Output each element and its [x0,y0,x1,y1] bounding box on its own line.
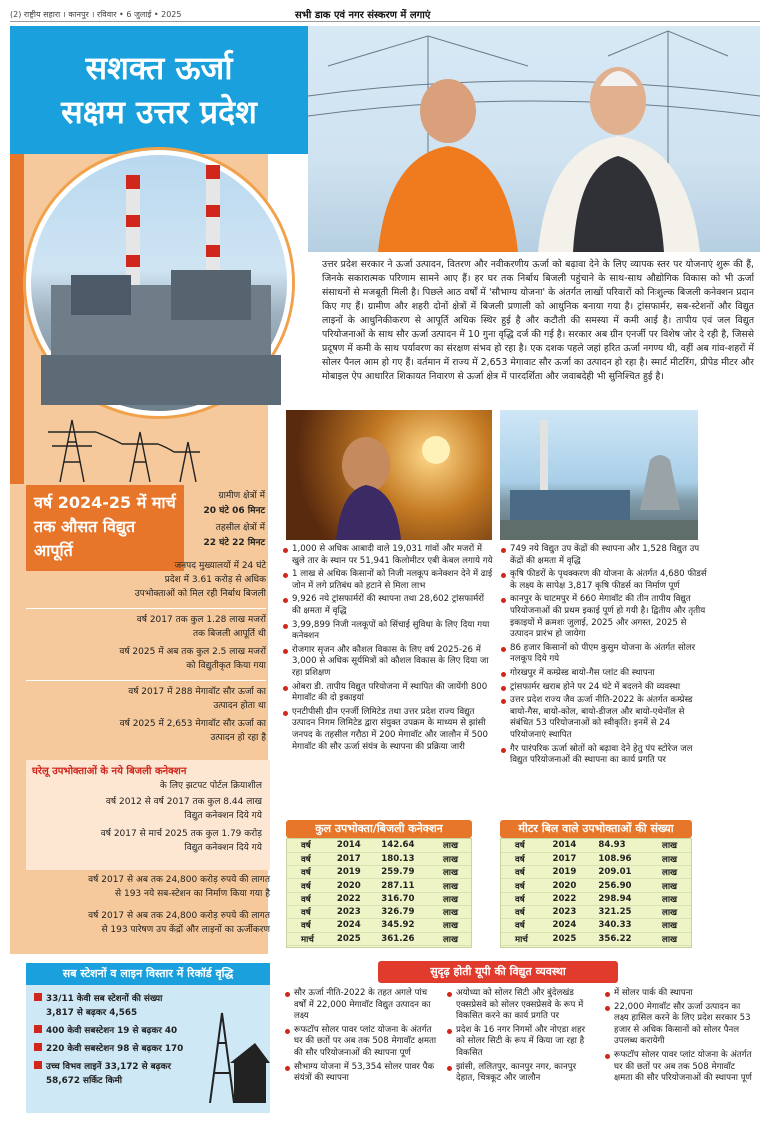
tehsil-label: तहसील क्षेत्रों में [215,523,265,533]
list-item: रूफटॉप सोलर पावर प्लांट योजना के अंतर्गत घर की छतों पर अब तक 508 मेगावॉट क्षमता की सौर परियोजनाओं की स्थापना पूर्ण [284,1025,438,1060]
table-row: वर्ष 2019 209.01 लाख [501,866,691,879]
table-row: वर्ष 2022 316.70 लाख [287,892,471,905]
list-item: 22,000 मेगावॉट सौर ऊर्जा उत्पादन का लक्ष्य हासिल करने के लिए प्रदेश सरकार 53 हजार से अधिक किसानों को सोलर पैनल उपलब्ध करायेगी [604,1002,754,1048]
bullet-icon [34,993,42,1001]
table-row: मार्च 2025 361.26 लाख [287,932,471,945]
invest2-line2: से 193 पारेषण उप केंद्रों और लाइनों का ऊर्जीकरण [101,925,270,935]
table-row: वर्ष 2022 298.94 लाख [501,892,691,905]
strong-system-col2 [446,988,596,1087]
house-tower-icon [200,1003,270,1103]
bullet-icon [34,1043,42,1051]
stat-divider [26,608,266,609]
stat2-line1: वर्ष 2017 तक कुल 1.28 लाख मजरों [136,615,266,625]
student-lamp-illustration [286,410,492,540]
substation-item: 33/11 केवी सब स्टेशनों की संख्या [34,993,162,1005]
domestic-line3: विद्युत कनेक्शन दिये गये [184,811,262,821]
thermal-plant-illustration [500,410,698,540]
consumers-table-grid [287,839,471,946]
list-item: 3,99,899 निजी नलकूपों को सिंचाई सुविधा के लिए दिया गया कनेक्शन [282,620,494,643]
strong-system-col1 [284,988,438,1087]
table-row: वर्ष 2017 180.13 लाख [287,852,471,865]
table-row: वर्ष 2023 321.25 लाख [501,905,691,918]
stat1-line2: प्रदेश में 3.61 करोड़ से अधिक [164,575,266,585]
stat-divider [26,680,266,681]
table-row: वर्ष 2024 345.92 लाख [287,919,471,932]
page-header-strip [10,6,760,22]
substation-item-detail: 3,817 से बढ़कर 4,565 [46,1008,138,1018]
table-row: वर्ष 2023 326.79 लाख [287,905,471,918]
leaders-photo-illustration [308,26,760,252]
bullets-right-list [500,544,708,769]
leaders-photo [308,26,760,252]
power-plant-image [26,150,292,416]
meters-table [500,838,692,948]
list-item: कृषि फीडरों के पृथक्करण की योजना के अंतर्गत 4,680 फीडर्स के लक्ष्य के सापेक्ष 3,817 कृषि फीडर्स का निर्माण पूर्ण [500,569,708,592]
stat3-line4: उत्पादन हो रहा है [210,733,266,743]
stat2-line4: को विद्युतीकृत किया गया [186,661,266,671]
hero-title-line2: सक्षम उत्तर प्रदेश [61,93,257,131]
list-item: प्रदेश के 16 नगर निगमों और नोएडा शहर को सोलर सिटी के रूप में किया जा रहा है विकसित [446,1025,596,1060]
list-item: ओबरा डी. तापीय विद्युत परियोजना में स्थापित की जायेंगी 800 मेगावॉट की दो इकाइयां [282,682,494,705]
consumers-table-title: कुल उपभोक्ता/बिजली कनेक्शन [286,820,472,838]
supply-title-box: वर्ष 2024-25 में मार्च तक औसत विद्युत आपूर्ति [26,485,184,571]
list-item: 86 हजार किसानों को पीएम कुसुम योजना के अंतर्गत सोलर नलकूप दिये गये [500,643,708,666]
list-item: 9,926 नये ट्रांसफार्मरों की स्थापना तथा 28,602 ट्रांसफार्मरों की क्षमता में वृद्धि [282,594,494,617]
stat1-line1: जनपद मुख्यालयों में 24 घंटे [174,561,266,571]
list-item: में सोलर पार्क की स्थापना [604,988,754,1000]
substation-title: सब स्टेशनों व लाइन विस्तार में रिकॉर्ड वृद्धि [26,963,270,985]
page-note: सभी डाक एवं नगर संस्करण में लगाएं [295,10,431,21]
stat3-line3: वर्ष 2025 में 2,653 मेगावॉट सौर ऊर्जा का [119,719,266,729]
substation-item-detail: 58,672 सर्किट किमी [46,1076,123,1086]
meters-table-grid [501,839,691,946]
consumers-table [286,838,472,948]
list-item: ट्रांसफार्मर खराब होने पर 24 घंटे में बदलने की व्यवस्था [500,682,708,694]
rural-label: ग्रामीण क्षेत्रों में [218,491,265,501]
power-plant-illustration [31,155,287,411]
strong-system-col3 [604,988,754,1087]
list-item: रूफटॉप सोलर पावर प्लांट योजना के अंतर्गत घर की छतों पर अब तक 508 मेगावॉट क्षमता की सौर परियोजनाओं की स्थापना पूर्ण [604,1050,754,1085]
hero-title-line1: सशक्त ऊर्जा [85,49,233,87]
table-row: मार्च 2025 356.22 लाख [501,932,691,945]
bullets-mid-list [282,544,494,755]
intro-paragraph: उत्तर प्रदेश सरकार ने ऊर्जा उत्पादन, वितरण और नवीकरणीय ऊर्जा को बढ़ावा देने के लिए व्यापक स्तर पर योजनाएं शुरू की हैं, जिनके सकारात्मक परिणाम सामने आए हैं। हर घर तक निर्बाध बिजली पहुंचाने के साथ-साथ औद्योगिक विकास को भी ऊर्जा संसाधनों से मजबूती मिली है। पिछले आठ वर्षों में 'सौभाग्य योजना' के अंतर्गत लाखों परिवारों को निःशुल्क बिजली कनेक्शन प्रदान किए गए हैं। ग्रामीण और शहरी दोनों क्षेत्रों में बिजली प्रणाली को आधुनिक बनाया गया है। ट्रांसफार्मर, सब-स्टेशनों और विद्युत लाइनों के आधुनिकीकरण से आपूर्ति अधिक स्थिर हुई है और कटौती की समस्या में कमी आई है। तापीय एवं जल विद्युत परियोजनाओं के साथ सौर ऊर्जा उत्पादन में 10 गुना वृद्धि दर्ज की गई है। सरकार अब ग्रीन एनर्जी पर विशेष जोर दे रही है, जिससे प्रदूषण में कमी के साथ पर्यावरण का संरक्षण संभव हो रहा है। एक दशक पहले जहां हरित ऊर्जा नगण्य थी, वहीं अब गांव-शहरों में सोलर पैनल आम हो गए हैं। वर्तमान में राज्य में 2,653 मेगावाट सौर ऊर्जा का उत्पादन हो रहा है। स्मार्ट मीटरिंग, प्रीपेड मीटर और मोबाइल ऐप आधारित शिकायत निवारण से ऊर्जा क्षेत्र में पारदर्शिता और जवाबदेही भी सुनिश्चित हुई है। [322,259,754,382]
list-item: उत्तर प्रदेश राज्य जैव ऊर्जा नीति-2022 के अंतर्गत कम्प्रेस्ड बायो-गैस, बायो-कोल, बायो-डीजल और बायो-एथेनॉल से संबंधित 53 परियोजनाओं को स्वीकृति। इनमें से 24 परियोजनाएं स्थापित [500,695,708,741]
list-item: रोजगार सृजन और कौशल विकास के लिए वर्ष 2025-26 में 3,000 से अधिक सूर्यमित्रों को कौशल विकास के लिए दिया जा रहा प्रशिक्षण [282,645,494,680]
invest1-line2: से 193 नये सब-स्टेशन का निर्माण किया गया है [115,889,270,899]
table-row: वर्ष 2019 259.79 लाख [287,866,471,879]
list-item: सौभाग्य योजना में 53,354 सोलर पावर पैक संयंत्रों की स्थापना [284,1062,438,1085]
hero-banner [10,26,308,154]
table-row: वर्ष 2024 340.33 लाख [501,919,691,932]
bullet-icon [34,1061,42,1069]
stat2-line2: तक बिजली आपूर्ति थी [192,629,266,639]
list-item: गैर पारंपरिक ऊर्जा स्रोतों को बढ़ावा देने हेतु पंप स्टोरेज जल विद्युत परियोजनाओं की स्थापना का कार्य प्रगति पर [500,744,708,767]
substation-box [26,963,270,1113]
table-row: वर्ष 2020 287.11 लाख [287,879,471,892]
list-item: कानपुर के घाटमपुर में 660 मेगावॉट की तीन तापीय विद्युत परियोजनाओं की प्रथम इकाई पूर्ण हो गयी है। द्वितीय और तृतीय इकाइयों में क्रमशः जुलाई, 2025 और अगस्त, 2025 से उत्पादन प्रारंभ हो जायेगा [500,594,708,640]
list-item: 1 लाख से अधिक किसानों को निजी नलकूप कनेक्शन देने में ढाई जोन में लगे प्रतिबंध को हटाने से मिला लाभ [282,569,494,592]
list-item: झांसी, ललितपुर, कानपुर नगर, कानपुर देहात, चित्रकूट और जालौन [446,1062,596,1085]
list-item: एनटीपीसी ग्रीन एनर्जी लिमिटेड तथा उत्तर प्रदेश राज्य विद्युत उत्पादन निगम लिमिटेड द्वारा संयुक्त उपक्रम के माध्यम से झांसी जनपद के तहसील गरौठा में 200 मेगावॉट और जालौन में 500 मेगावॉट की सौर ऊर्जा संयंत्र के स्थापना की प्रक्रिया जारी [282,707,494,753]
page-meta: (2) राष्ट्रीय सहारा । कानपुर । रविवार • 6 जुलाई • 2025 [10,10,182,19]
substation-item: 220 केवी सबस्टेशन 98 से बढ़कर 170 [34,1043,183,1055]
meters-table-title: मीटर बिल वाले उपभोक्ताओं की संख्या [500,820,692,838]
invest2-line1: वर्ष 2017 से अब तक 24,800 करोड़ रुपये की लागत [88,911,270,921]
power-tower-icon [30,412,200,482]
tehsil-value: 22 घंटे 22 मिनट [203,538,265,548]
domestic-line4: वर्ष 2017 से मार्च 2025 तक कुल 1.79 करोड़ [100,829,262,839]
strong-system-title: सुदृढ़ होती यूपी की विद्युत व्यवस्था [378,961,618,983]
table-row: वर्ष 2020 256.90 लाख [501,879,691,892]
list-item: 749 नये विद्युत उप केंद्रों की स्थापना और 1,528 विद्युत उप केंद्रों की क्षमता में वृद्धि [500,544,708,567]
domestic-title: घरेलू उपभोक्ताओं के नये बिजली कनेक्शन [32,766,187,777]
domestic-line5: विद्युत कनेक्शन दिये गये [184,843,262,853]
table-row: वर्ष 2014 84.93 लाख [501,839,691,852]
domestic-box [26,760,270,870]
stat1-line3: उपभोक्ताओं को मिल रही निर्बाध बिजली [134,589,266,599]
substation-item: 400 केवी सबस्टेशन 19 से बढ़कर 40 [34,1025,177,1037]
substation-item: उच्च विभव लाइनें 33,172 से बढ़कर [34,1061,171,1073]
invest1-line1: वर्ष 2017 से अब तक 24,800 करोड़ रुपये की लागत [88,875,270,885]
stat2-line3: वर्ष 2025 में अब तक कुल 2.5 लाख मजरों [119,647,266,657]
table-row: वर्ष 2017 108.96 लाख [501,852,691,865]
list-item: गोरखपुर में कम्प्रेस्ड बायो-गैस प्लांट की स्थापना [500,668,708,680]
list-item: 1,000 से अधिक आबादी वाले 19,031 गांवों और मजरों में खुले तार के स्थान पर 51,941 किलोमीटर एबी केबल लगाये गये [282,544,494,567]
domestic-line2: वर्ष 2012 से वर्ष 2017 तक कुल 8.44 लाख [105,797,262,807]
stat3-line1: वर्ष 2017 में 288 मेगावॉट सौर ऊर्जा का [128,687,266,697]
list-item: सौर ऊर्जा नीति-2022 के तहत अगले पांच वर्षों में 22,000 मेगावॉट विद्युत उत्पादन का लक्ष्य [284,988,438,1023]
domestic-line1: के लिए झटपट पोर्टल क्रियाशील [159,781,262,791]
list-item: अयोध्या को सोलर सिटी और बुंदेलखंड एक्सप्रेसवे को सोलर एक्सप्रेसवे के रूप में विकसित करने का कार्य प्रगति पर [446,988,596,1023]
student-lamp-photo [286,410,492,540]
bullet-icon [34,1025,42,1033]
thermal-plant-photo [500,410,698,540]
table-row: वर्ष 2014 142.64 लाख [287,839,471,852]
stats-panel-edge [10,154,24,484]
rural-value: 20 घंटे 06 मिनट [203,506,265,516]
stat3-line2: उत्पादन होता था [213,701,266,711]
